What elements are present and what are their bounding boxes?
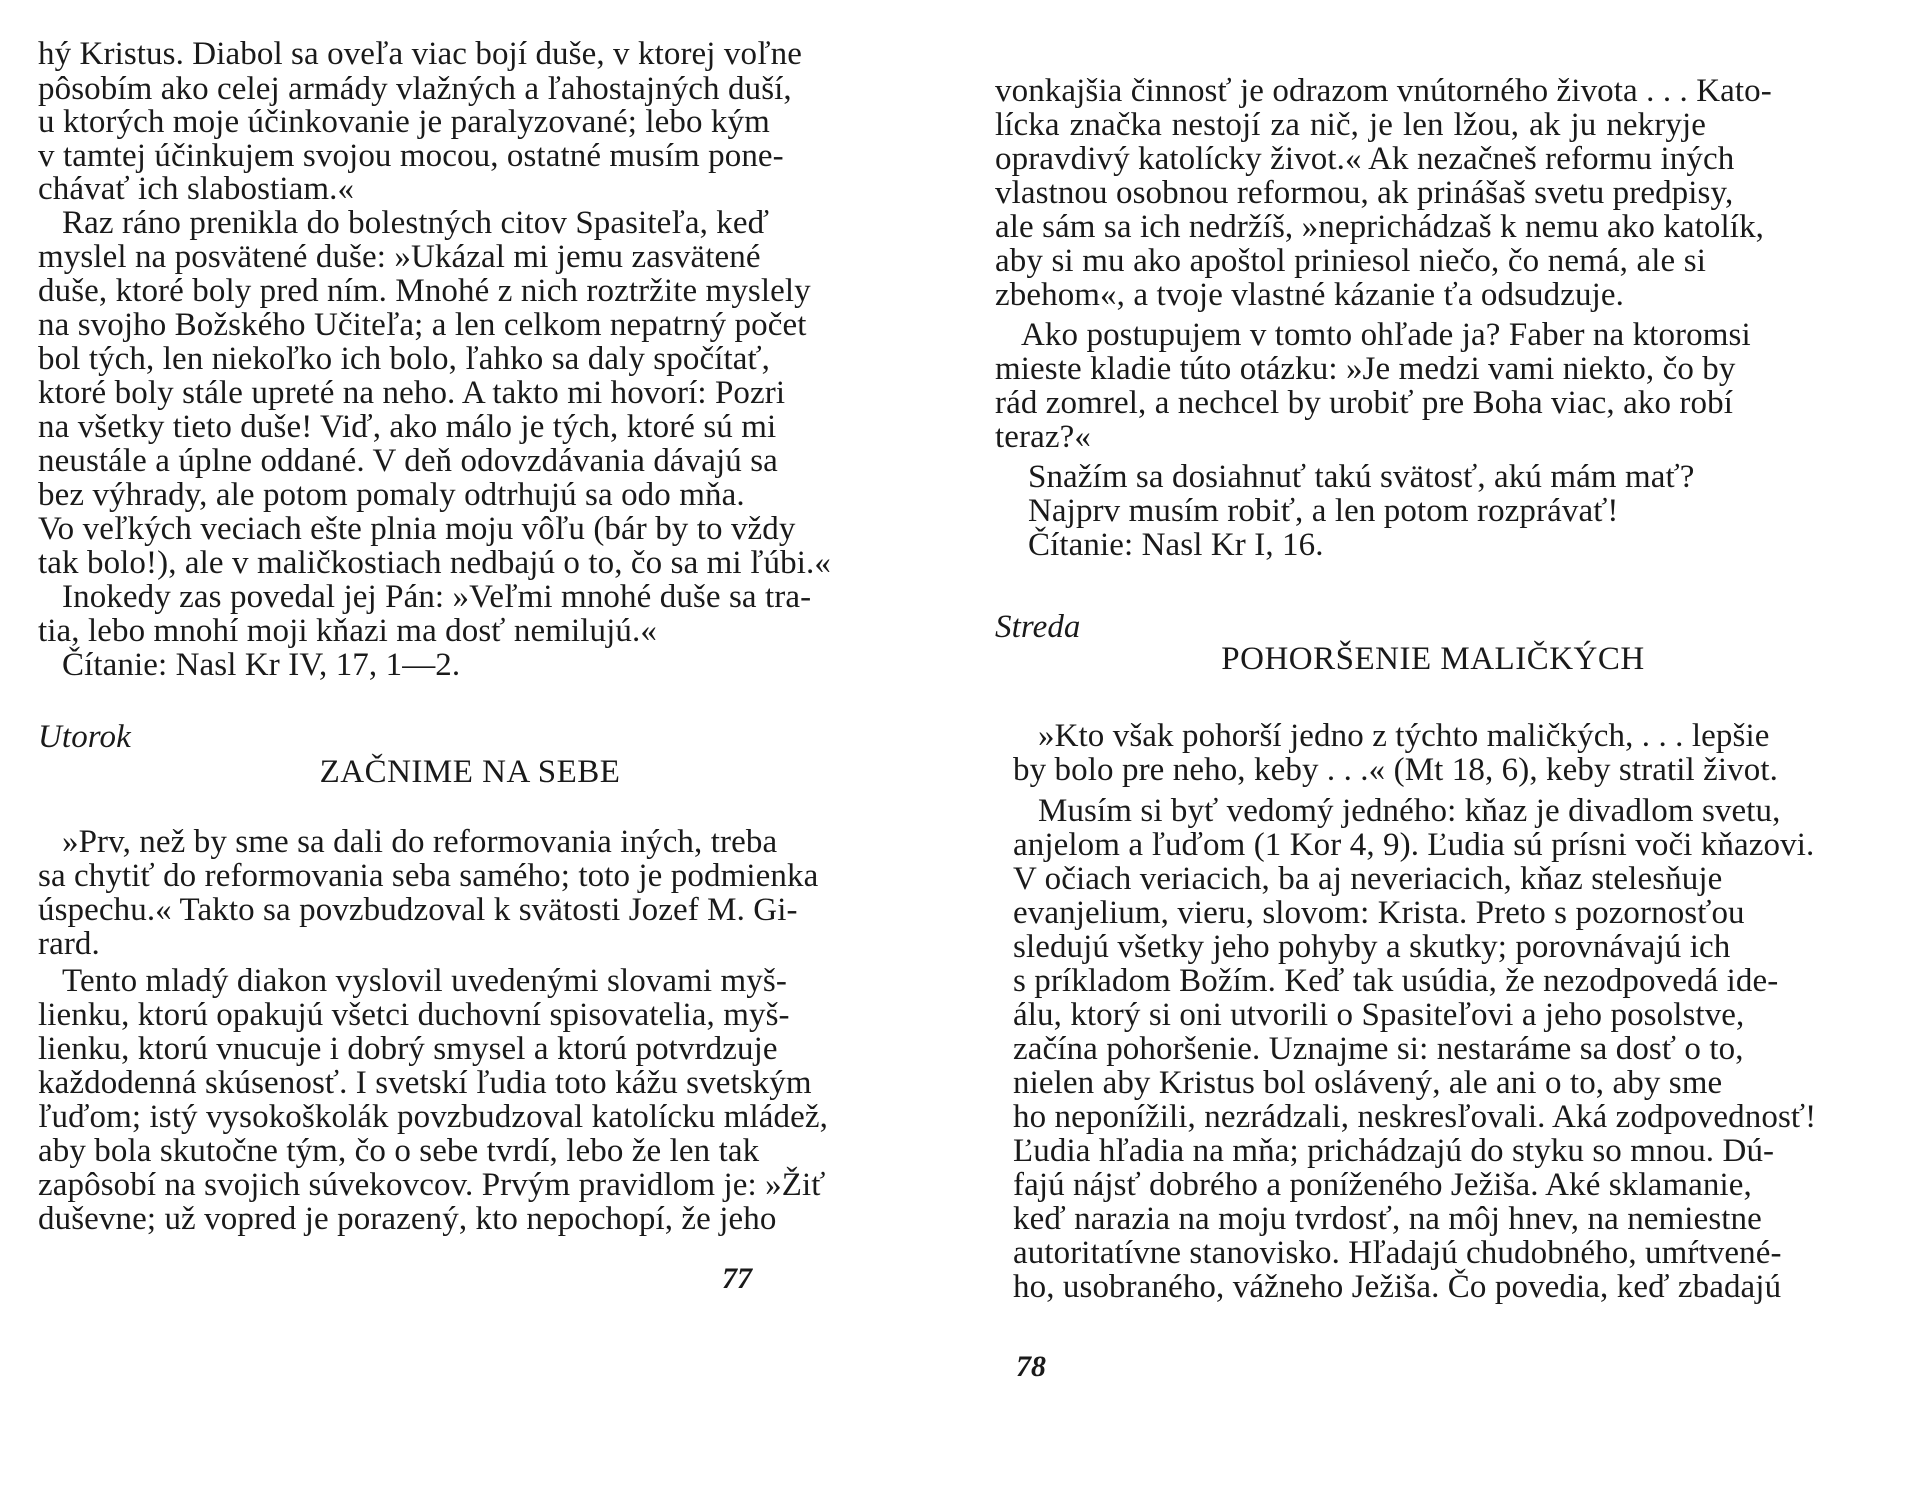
text-line: tia, lebo mnohí moji kňazi ma dosť nemilujú.« (38, 613, 657, 649)
text-line: úspechu.« Takto sa povzbudzoval k svätosti Jozef M. Gi- (38, 892, 798, 928)
text-line: rard. (38, 926, 100, 962)
text-line: lienku, ktorú vnucuje i dobrý smysel a ktorú potvrdzuje (38, 1031, 778, 1067)
section-heading: ZAČNIME NA SEBE (319, 754, 621, 790)
text-line: sledujú všetky jeho pohyby a skutky; porovnávajú ich (1013, 929, 1731, 965)
text-line: s príkladom Božím. Keď tak usúdia, že nezodpovedá ide- (1013, 963, 1779, 999)
text-line: mieste kladie túto otázku: »Je medzi vami niekto, čo by (995, 351, 1736, 387)
text-line: ho neponížili, nezrádzali, neskresľovali. Aká zodpovednosť! (1013, 1099, 1817, 1135)
text-line: rád zomrel, a nechcel by urobiť pre Boha viac, ako robí (995, 385, 1733, 421)
text-line: Ako postupujem v tomto ohľade ja? Faber na ktoromsi (1021, 317, 1751, 353)
text-line: Vo veľkých veciach ešte plnia moju vôľu (bár by to vždy (38, 511, 796, 547)
text-line: teraz?« (995, 419, 1091, 455)
text-line: Inokedy zas povedal jej Pán: »Veľmi mnohé duše sa tra- (62, 579, 812, 615)
right-page (960, 0, 1906, 1500)
text-line: vonkajšia činnosť je odrazom vnútorného života . . . Kato- (995, 73, 1772, 109)
text-line: evanjelium, vieru, slovom: Krista. Preto s pozornosťou (1013, 895, 1745, 931)
text-line: Raz ráno prenikla do bolestných citov Spasiteľa, keď (62, 205, 770, 241)
text-line: duševne; už vopred je porazený, kto nepochopí, že jeho (38, 1201, 777, 1237)
text-line: lícka značka nestojí za nič, je len lžou, ak ju nekryje (995, 107, 1706, 143)
text-line: V očiach veriacich, ba aj neveriacich, kňaz stelesňuje (1013, 861, 1723, 897)
text-line: »Kto však pohorší jedno z týchto maličkých, . . . lepšie (1038, 718, 1770, 754)
text-line: zapôsobí na svojich súvekovcov. Prvým pravidlom je: »Žiť (38, 1167, 826, 1203)
text-line: zbehom«, a tvoje vlastné kázanie ťa odsudzuje. (995, 277, 1624, 313)
text-line: lienku, ktorú opakujú všetci duchovní spisovatelia, myš- (38, 997, 790, 1033)
text-line: Tento mladý diakon vyslovil uvedenými slovami myš- (62, 963, 787, 999)
text-line: na svojho Božského Učiteľa; a len celkom nepatrný počet (38, 307, 807, 343)
text-line: Ľudia hľadia na mňa; prichádzajú do styku so mnou. Dú- (1013, 1133, 1775, 1169)
day-label: Streda (995, 609, 1081, 645)
section-heading: POHORŠENIE MALIČKÝCH (1221, 641, 1645, 677)
text-line: »Prv, než by sme sa dali do reformovania iných, treba (62, 824, 778, 860)
text-line: Snažím sa dosiahnuť takú svätosť, akú mám mať? (1028, 459, 1695, 495)
text-line: v tamtej účinkujem svojou mocou, ostatné musím pone- (38, 138, 784, 174)
text-line: Musím si byť vedomý jedného: kňaz je divadlom svetu, (1038, 793, 1781, 829)
text-line: ho, usobraného, vážneho Ježiša. Čo povedia, keď zbadajú (1013, 1269, 1782, 1305)
text-line: chávať ich slabostiam.« (38, 171, 355, 207)
text-line: neustále a úplne oddané. V deň odovzdávania dávajú sa (38, 443, 778, 479)
reading-reference: Čítanie: Nasl Kr IV, 17, 1—2. (62, 647, 461, 683)
text-line: by bolo pre neho, keby . . .« (Mt 18, 6), keby stratil život. (1013, 752, 1778, 788)
text-line: ktoré boly stále upreté na neho. A takto mi hovorí: Pozri (38, 375, 786, 411)
text-line: álu, ktorý si oni utvorili o Spasiteľovi a jeho posolstve, (1013, 997, 1745, 1033)
text-line: bez výhrady, ale potom pomaly odtrhujú sa odo mňa. (38, 477, 745, 513)
text-line: nielen aby Kristus bol oslávený, ale ani o to, aby sme (1013, 1065, 1723, 1101)
text-line: pôsobím ako celej armády vlažných a ľahostajných duší, (38, 71, 792, 107)
text-line: u ktorých moje účinkovanie je paralyzované; lebo kým (38, 104, 770, 140)
text-line: aby si mu ako apoštol priniesol niečo, čo nemá, ale si (995, 243, 1706, 279)
text-line: keď narazia na moju tvrdosť, na môj hnev, na nemiestne (1013, 1201, 1762, 1237)
text-line: vlastnou osobnou reformou, ak prinášaš svetu predpisy, (995, 175, 1734, 211)
text-line: začína pohoršenie. Uznajme si: nestaráme sa dosť o to, (1013, 1031, 1744, 1067)
text-line: anjelom a ľuďom (1 Kor 4, 9). Ľudia sú prísni voči kňazovi. (1013, 827, 1815, 863)
text-line: autoritatívne stanovisko. Hľadajú chudobného, umŕtvené- (1013, 1235, 1782, 1271)
day-label: Utorok (38, 719, 131, 755)
text-line: tak bolo!), ale v maličkostiach nedbajú o to, čo sa mi ľúbi.« (38, 545, 831, 581)
text-line: bol tých, len niekoľko ich bolo, ľahko sa daly spočítať, (38, 341, 771, 377)
left-page (0, 0, 940, 1500)
reading-reference: Čítanie: Nasl Kr I, 16. (1028, 527, 1324, 563)
text-line: myslel na posvätené duše: »Ukázal mi jemu zasvätené (38, 239, 761, 275)
text-line: duše, ktoré boly pred ním. Mnohé z nich roztržite myslely (38, 273, 811, 309)
text-line: na všetky tieto duše! Viď, ako málo je tých, ktoré sú mi (38, 409, 777, 445)
text-line: ale sám sa ich nedržíš, »neprichádzaš k nemu ako katolík, (995, 209, 1765, 245)
text-line: Najprv musím robiť, a len potom rozprávať! (1028, 493, 1619, 529)
text-line: každodenná skúsenosť. I svetskí ľudia toto kážu svetským (38, 1065, 812, 1101)
text-line: ľuďom; istý vysokoškolák povzbudzoval katolícku mládež, (38, 1099, 828, 1135)
text-line: aby bola skutočne tým, čo o sebe tvrdí, lebo že len tak (38, 1133, 760, 1169)
page-number: 77 (722, 1262, 752, 1295)
text-line: opravdivý katolícky život.« Ak nezačneš reformu iných (995, 141, 1735, 177)
text-line: sa chytiť do reformovania seba samého; toto je podmienka (38, 858, 819, 894)
page-number: 78 (1016, 1350, 1046, 1383)
text-line: fajú nájsť dobrého a poníženého Ježiša. Aké sklamanie, (1013, 1167, 1752, 1203)
text-line: hý Kristus. Diabol sa oveľa viac bojí duše, v ktorej voľne (38, 36, 802, 72)
